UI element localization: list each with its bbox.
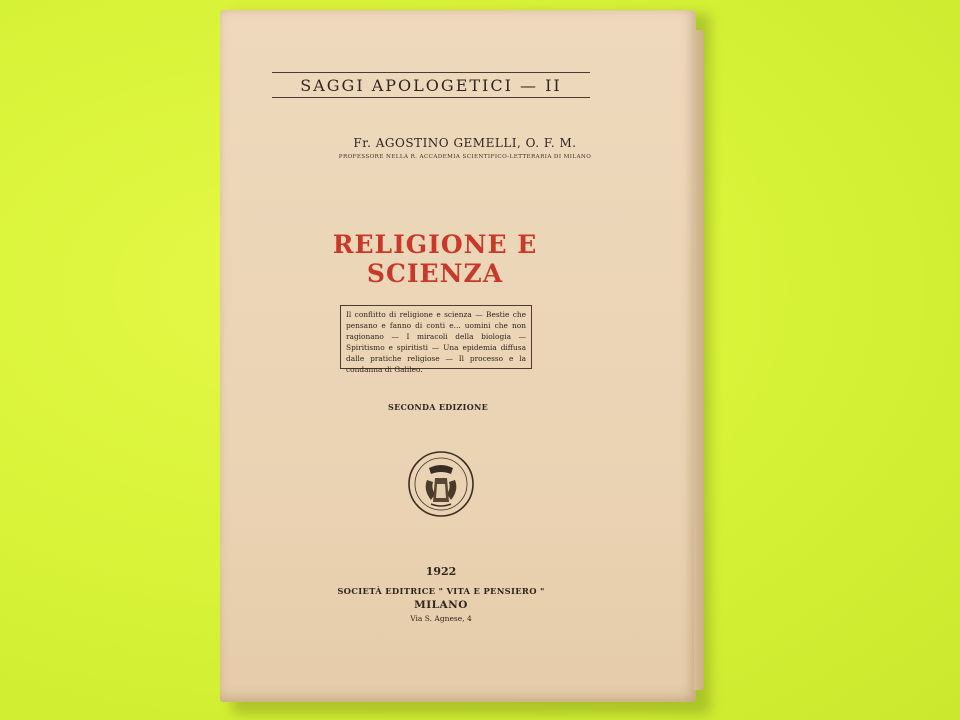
publisher-name: SOCIETÀ EDITRICE " VITA E PENSIERO " [337,586,545,596]
series-rule-top [272,72,590,73]
edition-label: SECONDA EDIZIONE [388,402,488,412]
author-name: Fr. AGOSTINO GEMELLI, O. F. M. [353,136,577,150]
author-affiliation: PROFESSORE NELLA R. ACCADEMIA SCIENTIFICO-LETTERARIA DI MILANO [338,154,592,160]
book-cover [220,10,696,702]
book-title: RELIGIONE E SCIENZA [332,230,538,288]
publisher-emblem-icon [407,450,475,518]
publication-year: 1922 [425,565,457,578]
publisher-city: MILANO [414,599,468,611]
contents-box [340,305,532,374]
publisher-address: Via S. Agnese, 4 [410,614,472,623]
series-rule-bottom [272,97,590,98]
contents-text: Il conflitto di religione e scienza — Bestie che pensano e fanno di conti e... uomini che non ragionano — I miracoli della biologia — Spiritismo e spiritisti — Una epidemia diffusa dalle pratiche religiose — Il processo e la condanna di Galileo. [346,310,526,374]
series-title: SAGGI APOLOGETICI — II [300,76,562,95]
